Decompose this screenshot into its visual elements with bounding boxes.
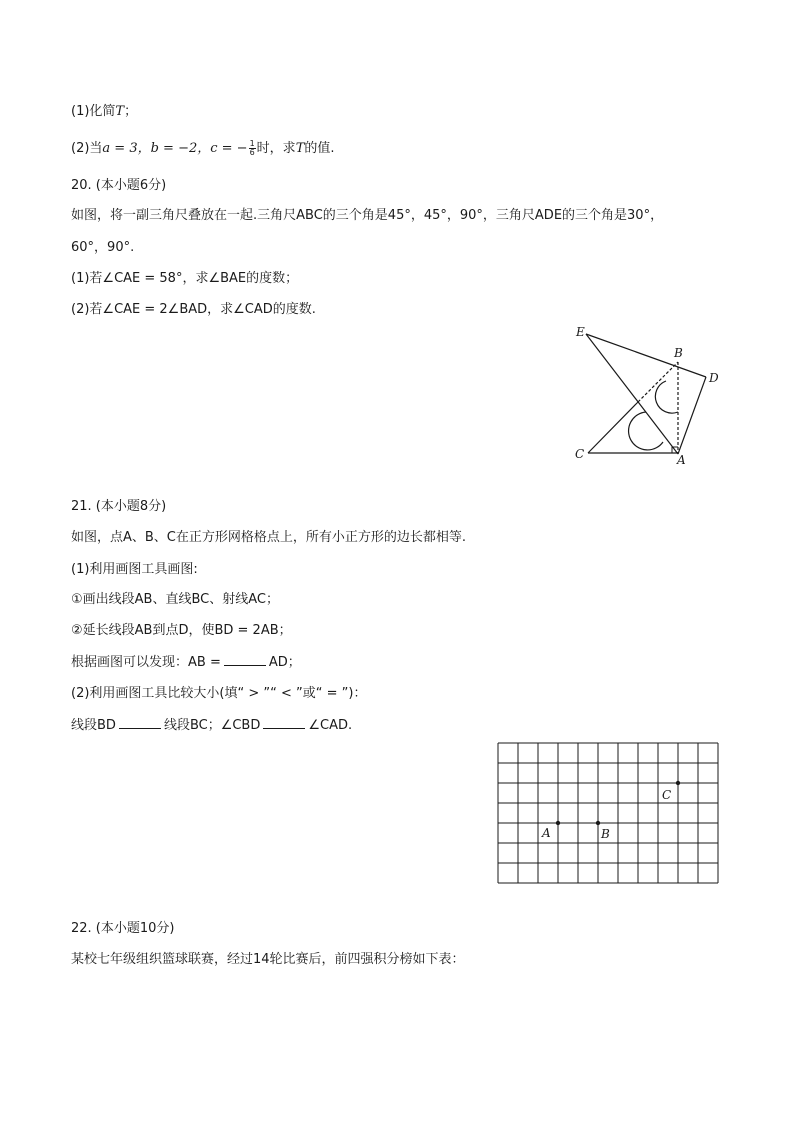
q19-part1: (1)化简T； — [71, 104, 138, 119]
q19-part2: (2)当a = 3，b = −2，c = − $\frac{1}{6}$ 时，求T的值. — [71, 139, 335, 157]
label-E: E — [576, 325, 585, 339]
edge-ED — [586, 334, 706, 377]
answer-blank[interactable] — [263, 716, 305, 729]
q22-header: 22. (本小题10分) — [71, 921, 175, 936]
grid-lines — [498, 743, 718, 883]
edge-CB-dashed — [638, 362, 678, 402]
label-D: D — [709, 371, 719, 385]
q21-header: 21. (本小题8分) — [71, 499, 167, 514]
q21-part1: (1)利用画图工具画图: — [71, 562, 198, 577]
point-B — [596, 821, 600, 825]
q20-intro: 如图，将一副三角尺叠放在一起.三角尺ABC的三个角是45°，45°，90°，三角尺ADE的三个角是30°， — [71, 208, 664, 223]
label-C: C — [575, 447, 585, 461]
q21-step2: ②延长线段AB到点D，使BD = 2AB； — [71, 623, 292, 638]
label-C: C — [662, 788, 672, 802]
answer-blank[interactable] — [119, 716, 161, 729]
answer-blank[interactable] — [224, 653, 266, 666]
q21-step1: ①画出线段AB、直线BC、射线AC； — [71, 592, 279, 607]
angle-arc-lower — [629, 412, 663, 450]
q20-part1: (1)若∠CAE = 58°，求∠BAE的度数； — [71, 271, 299, 286]
q20-part2: (2)若∠CAE = 2∠BAD，求∠CAD的度数. — [71, 302, 316, 317]
q21-compare: 线段BD 线段BC；∠CBD ∠CAD. — [71, 718, 353, 733]
label-A: A — [542, 826, 551, 840]
label-B: B — [601, 827, 610, 841]
q20-intro-cont: 60°，90°. — [71, 240, 135, 255]
edge-DA — [678, 377, 706, 454]
edge-CB-solid — [588, 402, 638, 453]
q20-header: 20. (本小题6分) — [71, 178, 167, 193]
point-A — [556, 821, 560, 825]
angle-arc-upper — [655, 381, 678, 413]
label-A: A — [677, 453, 686, 467]
point-C — [676, 781, 680, 785]
q21-intro: 如图，点A、B、C在正方形网格格点上，所有小正方形的边长都相等. — [71, 530, 467, 545]
edge-EA — [586, 334, 678, 454]
triangle-figure — [560, 318, 730, 468]
label-B: B — [674, 346, 683, 360]
q22-intro: 某校七年级组织篮球联赛，经过14轮比赛后，前四强积分榜如下表： — [71, 952, 465, 967]
q21-part2: (2)利用画图工具比较大小(填“ > ”“ < ”或“ = ”)： — [71, 686, 367, 701]
fraction: $\frac{1}{6}$ — [249, 139, 255, 157]
q21-finding: 根据画图可以发现：AB = AD； — [71, 655, 301, 670]
square-grid-figure — [498, 743, 720, 885]
